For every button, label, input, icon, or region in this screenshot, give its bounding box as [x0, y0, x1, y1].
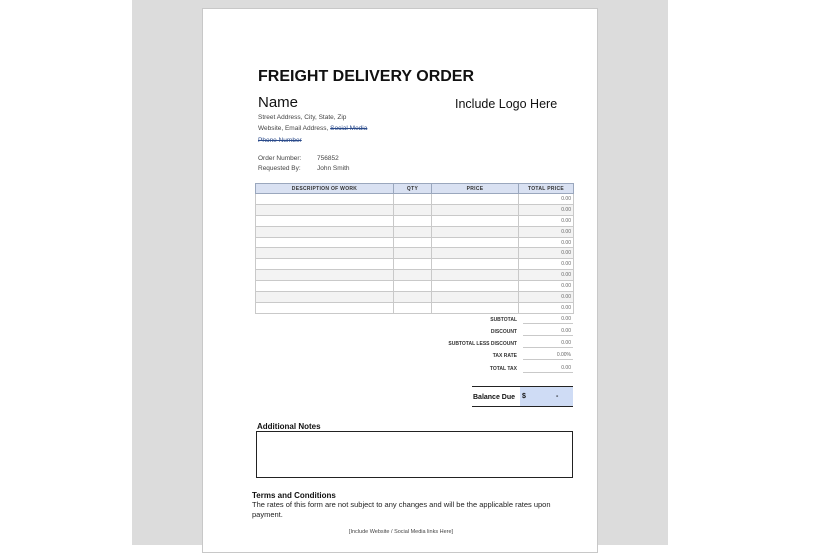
tax-rate-label: TAX RATE	[492, 353, 517, 359]
table-row	[256, 248, 574, 259]
qty-cell[interactable]	[394, 237, 432, 248]
description-cell[interactable]	[256, 259, 394, 270]
document-page	[202, 8, 598, 553]
total-price-cell: 0.00	[519, 226, 574, 237]
total-price-cell: 0.00	[519, 292, 574, 303]
description-cell[interactable]	[256, 237, 394, 248]
order-number-label: Order Number:	[258, 155, 302, 162]
header-price: PRICE	[432, 184, 519, 194]
discount-label: DISCOUNT	[490, 329, 517, 335]
discount-value: 0.00	[523, 326, 573, 336]
qty-cell[interactable]	[394, 302, 432, 313]
description-cell[interactable]	[256, 270, 394, 281]
header-description: DESCRIPTION OF WORK	[256, 184, 394, 194]
terms-body: The rates of this form are not subject to any changes and will be the applicable rates upon payment.	[252, 500, 551, 519]
qty-cell[interactable]	[394, 248, 432, 259]
phone-line	[258, 137, 302, 144]
table-row	[256, 302, 574, 313]
total-price-cell: 0.00	[519, 248, 574, 259]
subtotal-less-discount-value: 0.00	[523, 338, 573, 348]
total-price-cell: 0.00	[519, 302, 574, 313]
table-row	[256, 270, 574, 281]
price-cell[interactable]	[432, 292, 519, 303]
social-media-text: Social Media	[330, 125, 368, 132]
description-cell[interactable]	[256, 281, 394, 292]
table-row	[256, 226, 574, 237]
total-price-cell: 0.00	[519, 204, 574, 215]
qty-cell[interactable]	[394, 215, 432, 226]
qty-cell[interactable]	[394, 292, 432, 303]
phone-number-text: Phone Number	[258, 137, 302, 144]
requested-by-label: Requested By:	[258, 165, 301, 172]
requested-by-value: John Smith	[317, 165, 350, 172]
total-tax-value: 0.00	[523, 363, 573, 373]
table-row	[256, 259, 574, 270]
total-price-cell: 0.00	[519, 259, 574, 270]
additional-notes-label: Additional Notes	[257, 422, 321, 431]
total-price-cell: 0.00	[519, 281, 574, 292]
price-cell[interactable]	[432, 259, 519, 270]
qty-cell[interactable]	[394, 226, 432, 237]
price-cell[interactable]	[432, 204, 519, 215]
company-name: Name	[258, 94, 299, 111]
table-row	[256, 194, 574, 205]
description-cell[interactable]	[256, 194, 394, 205]
total-price-cell: 0.00	[519, 215, 574, 226]
table-header-row	[256, 184, 574, 194]
price-cell[interactable]	[432, 215, 519, 226]
table-row	[256, 204, 574, 215]
order-items-table	[255, 183, 574, 314]
total-price-cell: 0.00	[519, 237, 574, 248]
qty-cell[interactable]	[394, 259, 432, 270]
subtotal-label: SUBTOTAL	[490, 317, 517, 323]
subtotal-value: 0.00	[523, 314, 573, 324]
description-cell[interactable]	[256, 215, 394, 226]
table-row	[256, 215, 574, 226]
price-cell[interactable]	[432, 281, 519, 292]
price-cell[interactable]	[432, 226, 519, 237]
tax-rate-value: 0.00%	[523, 350, 573, 360]
description-cell[interactable]	[256, 226, 394, 237]
address-line: Street Address, City, State, Zip	[258, 114, 347, 121]
table-row	[256, 292, 574, 303]
subtotal-less-discount-label: SUBTOTAL LESS DISCOUNT	[448, 341, 517, 347]
qty-cell[interactable]	[394, 194, 432, 205]
footer-links: [Include Website / Social Media links Here]	[348, 529, 454, 535]
total-tax-label: TOTAL TAX	[489, 366, 517, 372]
qty-cell[interactable]	[394, 281, 432, 292]
qty-cell[interactable]	[394, 270, 432, 281]
qty-cell[interactable]	[394, 204, 432, 215]
description-cell[interactable]	[256, 302, 394, 313]
table-row	[256, 237, 574, 248]
additional-notes-box[interactable]	[256, 431, 573, 478]
table-row	[256, 281, 574, 292]
total-price-cell: 0.00	[519, 270, 574, 281]
price-cell[interactable]	[432, 270, 519, 281]
total-price-cell: 0.00	[519, 194, 574, 205]
table-body	[256, 194, 574, 314]
price-cell[interactable]	[432, 194, 519, 205]
header-total-price: TOTAL PRICE	[519, 184, 574, 194]
balance-due-label: Balance Due	[473, 394, 516, 401]
balance-currency: $	[522, 393, 526, 400]
description-cell[interactable]	[256, 248, 394, 259]
header-qty: QTY	[394, 184, 432, 194]
price-cell[interactable]	[432, 237, 519, 248]
logo-placeholder: Include Logo Here	[455, 97, 558, 111]
balance-due-cell	[520, 387, 573, 406]
price-cell[interactable]	[432, 302, 519, 313]
price-cell[interactable]	[432, 248, 519, 259]
contact-line-text: Website, Email Address,	[258, 125, 331, 132]
description-cell[interactable]	[256, 204, 394, 215]
contact-line	[258, 125, 367, 132]
description-cell[interactable]	[256, 292, 394, 303]
order-number-value: 756852	[317, 155, 339, 162]
document-title: FREIGHT DELIVERY ORDER	[258, 68, 475, 85]
balance-value: -	[556, 393, 559, 400]
terms-heading: Terms and Conditions	[252, 491, 336, 500]
